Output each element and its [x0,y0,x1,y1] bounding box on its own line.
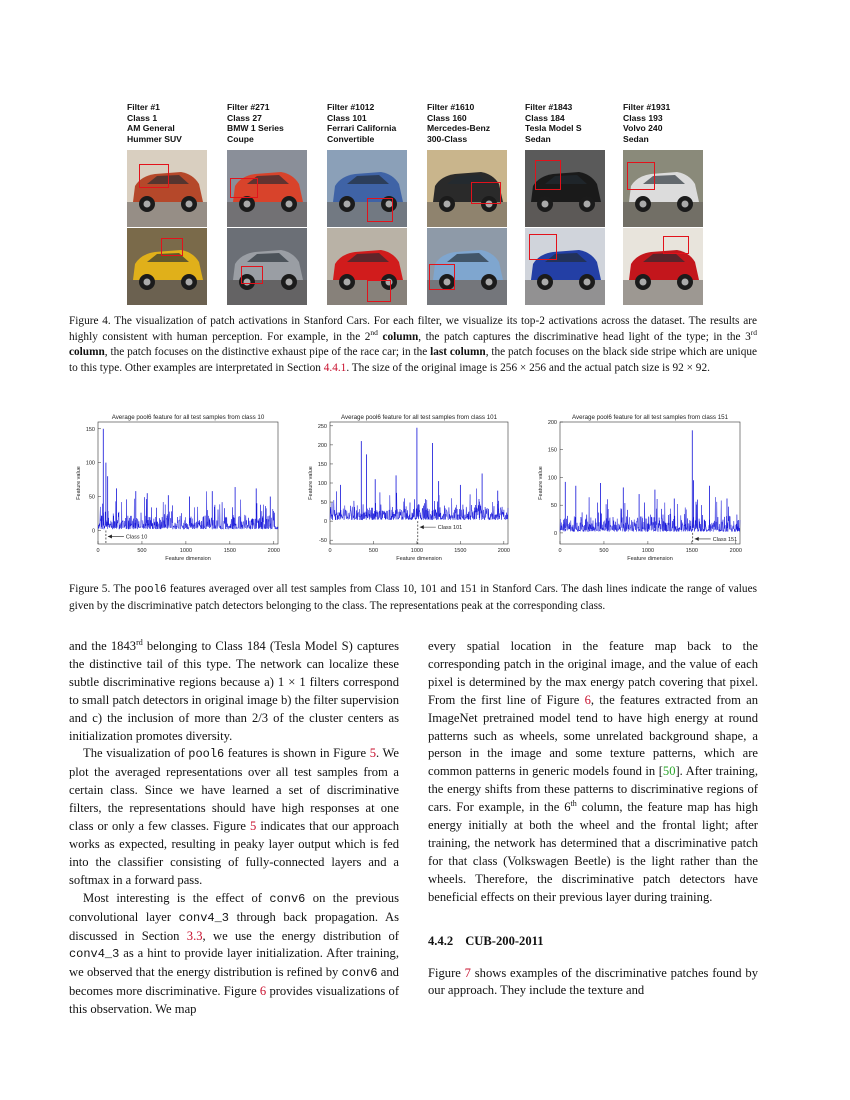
figure-4-caption: Figure 4. The visualization of patch activations in Stanford Cars. For each filter, we visualize its top-2 activations across the dataset. The results are highly consistent with human perception. For example, in the 2nd column, the patch captures the discriminative head light of the type; in the 3rd column, the patch focuses on the distinctive exhaust pipe of the race car; in the last column, the patch focuses on the black side stripe which are unique to this type. Other examples are interpretated in Section 4.4.1. The size of the original image is 256 × 256 and the actual patch size is 92 × 92. [69,315,758,374]
filter-header-line: BMW 1 Series [227,123,284,134]
x-tick-label: 1000 [641,548,655,554]
y-tick-label: 200 [317,442,327,449]
x-tick-label: 1500 [223,548,236,554]
figure-6-link[interactable]: 6 [584,692,591,707]
patch-box [529,234,557,260]
car-photo [127,228,207,305]
filter-header-line: Filter #1012 [327,102,375,112]
y-tick-label: 0 [553,530,557,537]
x-tick-label: 2000 [729,548,742,554]
filter-header-line: Sedan [623,133,649,144]
filter-header-line: Filter #1843 [525,102,573,112]
y-tick-label: 200 [547,420,557,426]
car-photo [623,150,703,227]
paragraph: Most interesting is the effect of conv6 on the previous convolutional layer conv4_3 through back propagation. As discussed in Section 3.3, we use the energy distribution of conv4_3 as a hint to provide layer initialization. After training, we observed that the energy distribution is refined by conv6 and becomes more discriminative. Figure 6 provides visualizations of this observation. We map [69,890,400,1017]
section-4-4-1-link[interactable]: 4.4.1 [323,361,347,374]
filter-header [525,102,605,150]
filter-header-line: Filter #1 [127,102,160,112]
patch-box [241,266,263,284]
left-column [69,638,399,1019]
patch-box [471,182,501,204]
plot-title: Average pool6 feature for all test samples from class 151 [571,414,729,421]
x-tick-label: 500 [137,548,147,554]
y-axis-label: Feature value [308,466,314,500]
patch-box [230,178,258,198]
feature-series-line [560,497,740,532]
figure-7-link[interactable]: 7 [464,965,471,980]
figure-6-link[interactable]: 6 [259,984,267,999]
car-photo [427,228,507,305]
x-tick-label: 1500 [685,548,698,554]
plot-title: Average pool6 feature for all test samples from class 101 [340,414,498,421]
filter-header-line: Convertible [327,133,375,144]
patch-box [429,264,455,290]
y-axis-label: Feature value [538,466,544,500]
filter-header-line: 300-Class [427,133,468,144]
section-3-3-link[interactable]: 3.3 [186,928,203,943]
figure-5-link[interactable]: 5 [250,819,257,834]
car-photo [525,150,605,227]
class-annotation-label: Class 151 [712,536,738,543]
right-column [428,638,758,1000]
figure-5-caption: Figure 5. The pool6 features averaged over all test samples from Class 10, 101 and 151 in Stanford Cars. The dash lines indicate the range of values given by the discriminative patch detectors belonging to the class. The representations peak at the corresponding class. [69,583,757,612]
filter-header-line: Filter #271 [227,102,270,112]
patch-box [161,238,183,256]
filter-header-line: Class 184 [525,112,565,123]
car-photo [327,150,407,227]
patch-box [627,162,655,190]
y-tick-label: 0 [323,519,327,526]
filter-column [525,102,605,305]
filter-header-line: Class 27 [227,112,262,123]
annotation-arrowhead [420,525,424,529]
paragraph: and the 1843rd belonging to Class 184 (Tesla Model S) captures the distinctive tail of this type. The network can localize these subtle discriminative regions because a) 1 × 1 filters correspond to small patch detectors in original image b) the filter supervision and c) the inclusion of more than 2/3 of the cluster centers as initialization promotes diversity. [69,637,399,743]
filter-header-line: Sedan [525,133,551,144]
pool6-plot-class-101 [300,412,512,580]
car-photo [327,228,407,305]
y-tick-label: 100 [547,475,557,482]
section-heading: 4.4.2 CUB-200-2011 [428,933,544,948]
y-tick-label: 50 [550,503,557,510]
car-photo [127,150,207,227]
paragraph: Figure 7 shows examples of the discriminative patches found by our approach. They include the texture and [428,965,758,998]
x-axis-label: Feature dimension [627,556,673,562]
x-axis-label: Feature dimension [396,556,442,562]
plot-title: Average pool6 feature for all test samples from class 10 [111,414,265,421]
filter-column [127,102,207,305]
annotation-arrowhead [108,534,112,538]
x-tick-label: 500 [599,548,609,554]
filter-header-line: AM General [127,123,175,134]
filter-header-line: Class 1 [127,112,158,123]
y-tick-label: -50 [319,538,327,545]
y-tick-label: 100 [85,460,95,467]
filter-header [127,102,207,150]
filter-header [427,102,507,150]
feature-series-line [330,489,508,521]
car-photo [525,228,605,305]
patch-box [663,236,689,254]
patch-box [139,164,169,188]
y-tick-label: 150 [85,426,95,433]
citation-50-link[interactable]: 50 [662,764,676,779]
x-tick-label: 2000 [267,548,280,554]
x-tick-label: 1500 [454,548,467,554]
filter-header-line: Hummer SUV [127,133,182,144]
filter-header-line: Ferrari California [327,123,397,134]
figure-4-grid [127,102,707,308]
filter-header-line: Mercedes-Benz [427,123,491,134]
filter-header [623,102,703,150]
figure-5-link[interactable]: 5 [369,746,376,761]
car-photo [227,228,307,305]
x-tick-label: 1000 [410,548,424,554]
paragraph: every spatial location in the feature map back to the corresponding patch in the original image, and the value of each pixel is determined by the max energy patch covering that pixel. From the first line of Figure 6, the features extracted from an ImageNet pretrained model tend to have high energy at round patterns such as wheels, some unrelated background shape, a person in the image and some texture patterns, which are common patterns in generic models found in [50]. After training, the energy shifts from these patterns to discriminative regions of cars. For example, in the 6th column, the feature map has high energy initially at both the wheel and the frontal light; after training, the network has determined that a discriminative patch for that class (Volkswagen Beetle) is the light rather than the wheels. Therefore, the discriminative patch detectors have beneficial effects on their previous layer during training. [428,639,758,904]
filter-header-line: Filter #1610 [427,102,475,112]
y-tick-label: 100 [317,481,327,487]
patch-box [367,280,391,302]
filter-column [327,102,407,305]
x-tick-label: 0 [328,548,332,554]
y-axis-label: Feature value [76,466,82,500]
y-tick-label: 50 [88,494,95,501]
x-tick-label: 1000 [179,548,193,554]
filter-header-line: Tesla Model S [525,123,582,134]
patch-box [367,198,393,222]
y-tick-label: 0 [91,528,95,535]
filter-header-line: Class 193 [623,112,663,123]
car-photo [227,150,307,227]
pool6-plot-class-151 [530,412,744,580]
filter-header-line: Class 101 [327,112,367,123]
car-photo [427,150,507,227]
y-tick-label: 150 [317,461,327,468]
x-tick-label: 0 [558,548,562,554]
filter-header-line: Class 160 [427,112,467,123]
filter-header-line: Volvo 240 [623,123,663,134]
x-axis-label: Feature dimension [165,556,211,562]
x-tick-label: 500 [368,548,379,554]
y-tick-label: 250 [317,423,327,430]
pool6-plot-class-10 [68,412,282,580]
filter-header-line: Filter #1931 [623,102,671,112]
x-tick-label: 0 [96,548,100,554]
filter-column [427,102,507,305]
annotation-arrowhead [695,537,699,541]
class-annotation-label: Class 10 [125,534,148,541]
filter-header [327,102,407,150]
y-tick-label: 150 [547,447,557,454]
feature-series-line [98,491,278,529]
y-tick-label: 50 [320,500,327,507]
filter-header [227,102,307,150]
paragraph: The visualization of pool6 features is shown in Figure 5. We plot the averaged representations over all test samples from a certain class. Since we have learned a set of discriminative filters, the representations should have high responses at one class or only a few classes. Figure 5 indicates that our approach works as expected, resulting in peaky layer output which is fed into the classifier consisting of fully-connected layers and a softmax in a forward pass. [69,746,399,887]
plot-frame [330,422,508,544]
class-annotation-label: Class 101 [437,525,463,532]
car-photo [623,228,703,305]
filter-header-line: Coupe [227,133,254,144]
x-tick-label: 2000 [497,548,510,554]
filter-column [227,102,307,305]
patch-box [535,160,561,190]
filter-column [623,102,703,305]
